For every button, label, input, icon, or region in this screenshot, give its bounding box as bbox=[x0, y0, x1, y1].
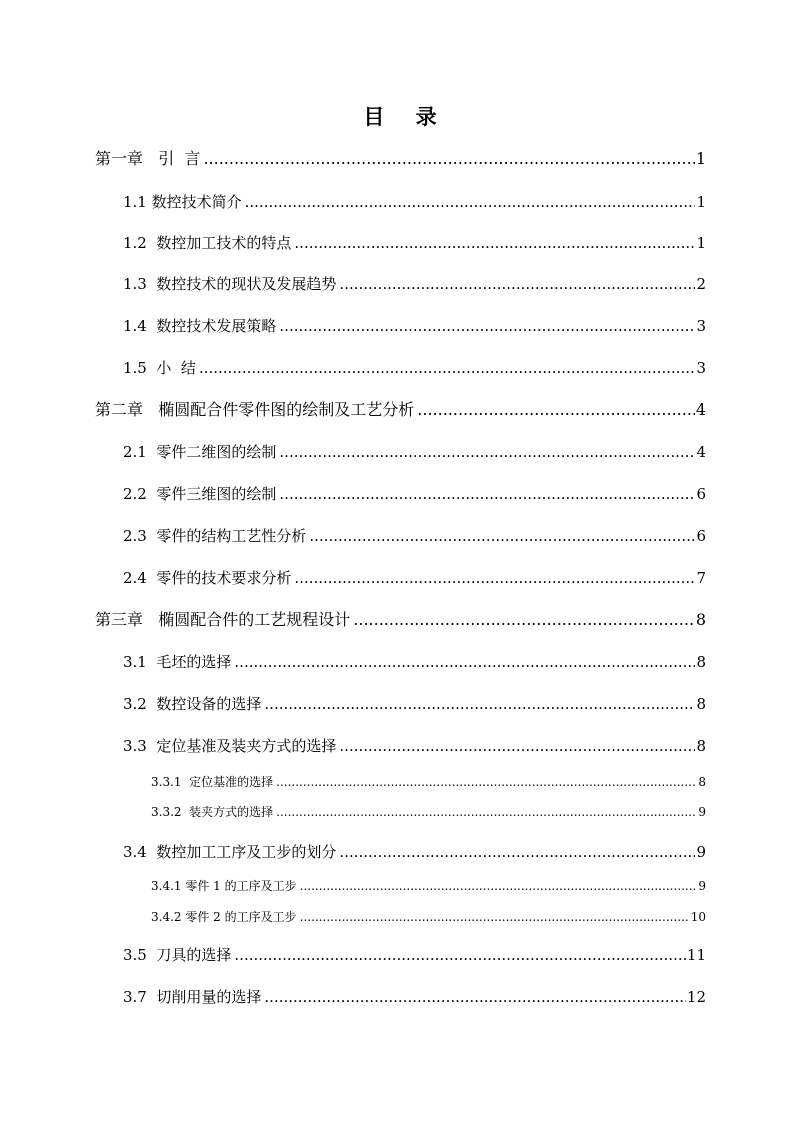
dot-leader bbox=[309, 525, 695, 547]
toc-entry-text: 3.2 数控设备的选择 bbox=[123, 695, 262, 713]
dot-leader bbox=[276, 803, 697, 821]
toc-page-number: 9 bbox=[698, 805, 706, 819]
toc-page-number: 11 bbox=[686, 946, 706, 964]
toc-entry-section[interactable] bbox=[123, 735, 706, 757]
toc-entry-section[interactable] bbox=[123, 232, 706, 254]
toc-page-number: 8 bbox=[695, 610, 706, 629]
toc-entry-section[interactable] bbox=[123, 944, 706, 966]
dot-leader bbox=[276, 773, 697, 791]
toc-page-number: 4 bbox=[695, 400, 706, 419]
toc-entry-chapter-3[interactable] bbox=[95, 609, 706, 631]
toc-entry-section[interactable] bbox=[123, 525, 706, 547]
toc-page-number: 12 bbox=[686, 988, 706, 1006]
toc-entry-text: 第一章 引 言 bbox=[95, 149, 201, 168]
toc-entry-subsection[interactable] bbox=[151, 773, 706, 791]
toc-entry-text: 3.3 定位基准及装夹方式的选择 bbox=[123, 737, 337, 755]
toc-page-number: 7 bbox=[696, 569, 706, 587]
toc-entry-text: 第二章 椭圆配合件零件图的绘制及工艺分析 bbox=[95, 400, 415, 419]
toc-page-number: 4 bbox=[696, 443, 706, 461]
dot-leader bbox=[264, 986, 686, 1008]
toc-entry-text: 3.3.1 定位基准的选择 bbox=[151, 775, 274, 789]
toc-entry-text: 3.7 切削用量的选择 bbox=[123, 988, 262, 1006]
toc-entry-section[interactable] bbox=[123, 273, 706, 295]
toc-title: 目 录 bbox=[363, 105, 449, 129]
toc-entry-text: 1.2 数控加工技术的特点 bbox=[123, 234, 292, 252]
dot-leader bbox=[417, 399, 695, 421]
toc-page-number: 6 bbox=[696, 527, 706, 545]
dot-leader bbox=[279, 315, 695, 337]
toc-entry-section[interactable] bbox=[123, 986, 706, 1008]
toc-page-number: 1 bbox=[696, 234, 706, 252]
dot-leader bbox=[339, 273, 695, 295]
dot-leader bbox=[234, 944, 686, 966]
toc-page-number: 3 bbox=[696, 359, 706, 377]
toc-entry-section[interactable] bbox=[123, 191, 706, 213]
dot-leader bbox=[294, 232, 695, 254]
toc-entry-section[interactable] bbox=[123, 841, 706, 863]
toc-entry-text: 第三章 椭圆配合件的工艺规程设计 bbox=[95, 610, 351, 629]
dot-leader bbox=[300, 877, 698, 895]
dot-leader bbox=[300, 908, 690, 926]
toc-entry-text: 3.4.2 零件 2 的工序及工步 bbox=[151, 910, 297, 924]
toc-entry-subsection[interactable] bbox=[151, 803, 706, 821]
toc-page-number: 8 bbox=[696, 737, 706, 755]
toc-page-number: 1 bbox=[696, 193, 706, 211]
toc-entry-chapter-1[interactable] bbox=[95, 148, 706, 170]
dot-leader bbox=[279, 483, 695, 505]
dot-leader bbox=[264, 693, 695, 715]
toc-entry-section[interactable] bbox=[123, 357, 706, 379]
dot-leader bbox=[294, 567, 695, 589]
toc-entry-subsection[interactable] bbox=[151, 908, 706, 926]
toc-entry-section[interactable] bbox=[123, 651, 706, 673]
dot-leader bbox=[203, 148, 694, 170]
dot-leader bbox=[339, 735, 695, 757]
toc-entry-text: 1.3 数控技术的现状及发展趋势 bbox=[123, 275, 337, 293]
toc-entry-text: 2.4 零件的技术要求分析 bbox=[123, 569, 292, 587]
toc-entry-text: 3.5 刀具的选择 bbox=[123, 946, 232, 964]
toc-page-number: 10 bbox=[690, 910, 706, 924]
toc-entry-text: 1.5 小 结 bbox=[123, 359, 196, 377]
toc-page-number: 8 bbox=[696, 653, 706, 671]
toc-entry-text: 3.1 毛坯的选择 bbox=[123, 653, 232, 671]
toc-entry-subsection[interactable] bbox=[151, 877, 706, 895]
dot-leader bbox=[234, 651, 695, 673]
toc-page-number: 1 bbox=[695, 149, 706, 168]
toc-entry-text: 3.4.1 零件 1 的工序及工步 bbox=[151, 879, 297, 893]
toc-entry-text: 1.1 数控技术简介 bbox=[123, 193, 242, 211]
dot-leader bbox=[245, 191, 696, 213]
toc-entry-text: 3.4 数控加工工序及工步的划分 bbox=[123, 843, 337, 861]
toc-entry-text: 1.4 数控技术发展策略 bbox=[123, 317, 277, 335]
toc-page-number: 9 bbox=[698, 879, 706, 893]
toc-entry-text: 2.3 零件的结构工艺性分析 bbox=[123, 527, 307, 545]
dot-leader bbox=[199, 357, 696, 379]
toc-entry-section[interactable] bbox=[123, 441, 706, 463]
toc-page-number: 3 bbox=[696, 317, 706, 335]
toc-page-number: 9 bbox=[696, 843, 706, 861]
toc-page-number: 2 bbox=[696, 275, 706, 293]
dot-leader bbox=[279, 441, 695, 463]
toc-page-number: 6 bbox=[696, 485, 706, 503]
toc-entry-chapter-2[interactable] bbox=[95, 399, 706, 421]
toc-entry-section[interactable] bbox=[123, 483, 706, 505]
dot-leader bbox=[339, 841, 695, 863]
toc-page-number: 8 bbox=[696, 695, 706, 713]
toc-entry-section[interactable] bbox=[123, 693, 706, 715]
toc-entry-section[interactable] bbox=[123, 567, 706, 589]
toc-page-number: 8 bbox=[698, 775, 706, 789]
toc-entry-text: 2.2 零件三维图的绘制 bbox=[123, 485, 277, 503]
toc-entry-text: 3.3.2 装夹方式的选择 bbox=[151, 805, 274, 819]
toc-entry-text: 2.1 零件二维图的绘制 bbox=[123, 443, 277, 461]
toc-entry-section[interactable] bbox=[123, 315, 706, 337]
dot-leader bbox=[353, 609, 695, 631]
